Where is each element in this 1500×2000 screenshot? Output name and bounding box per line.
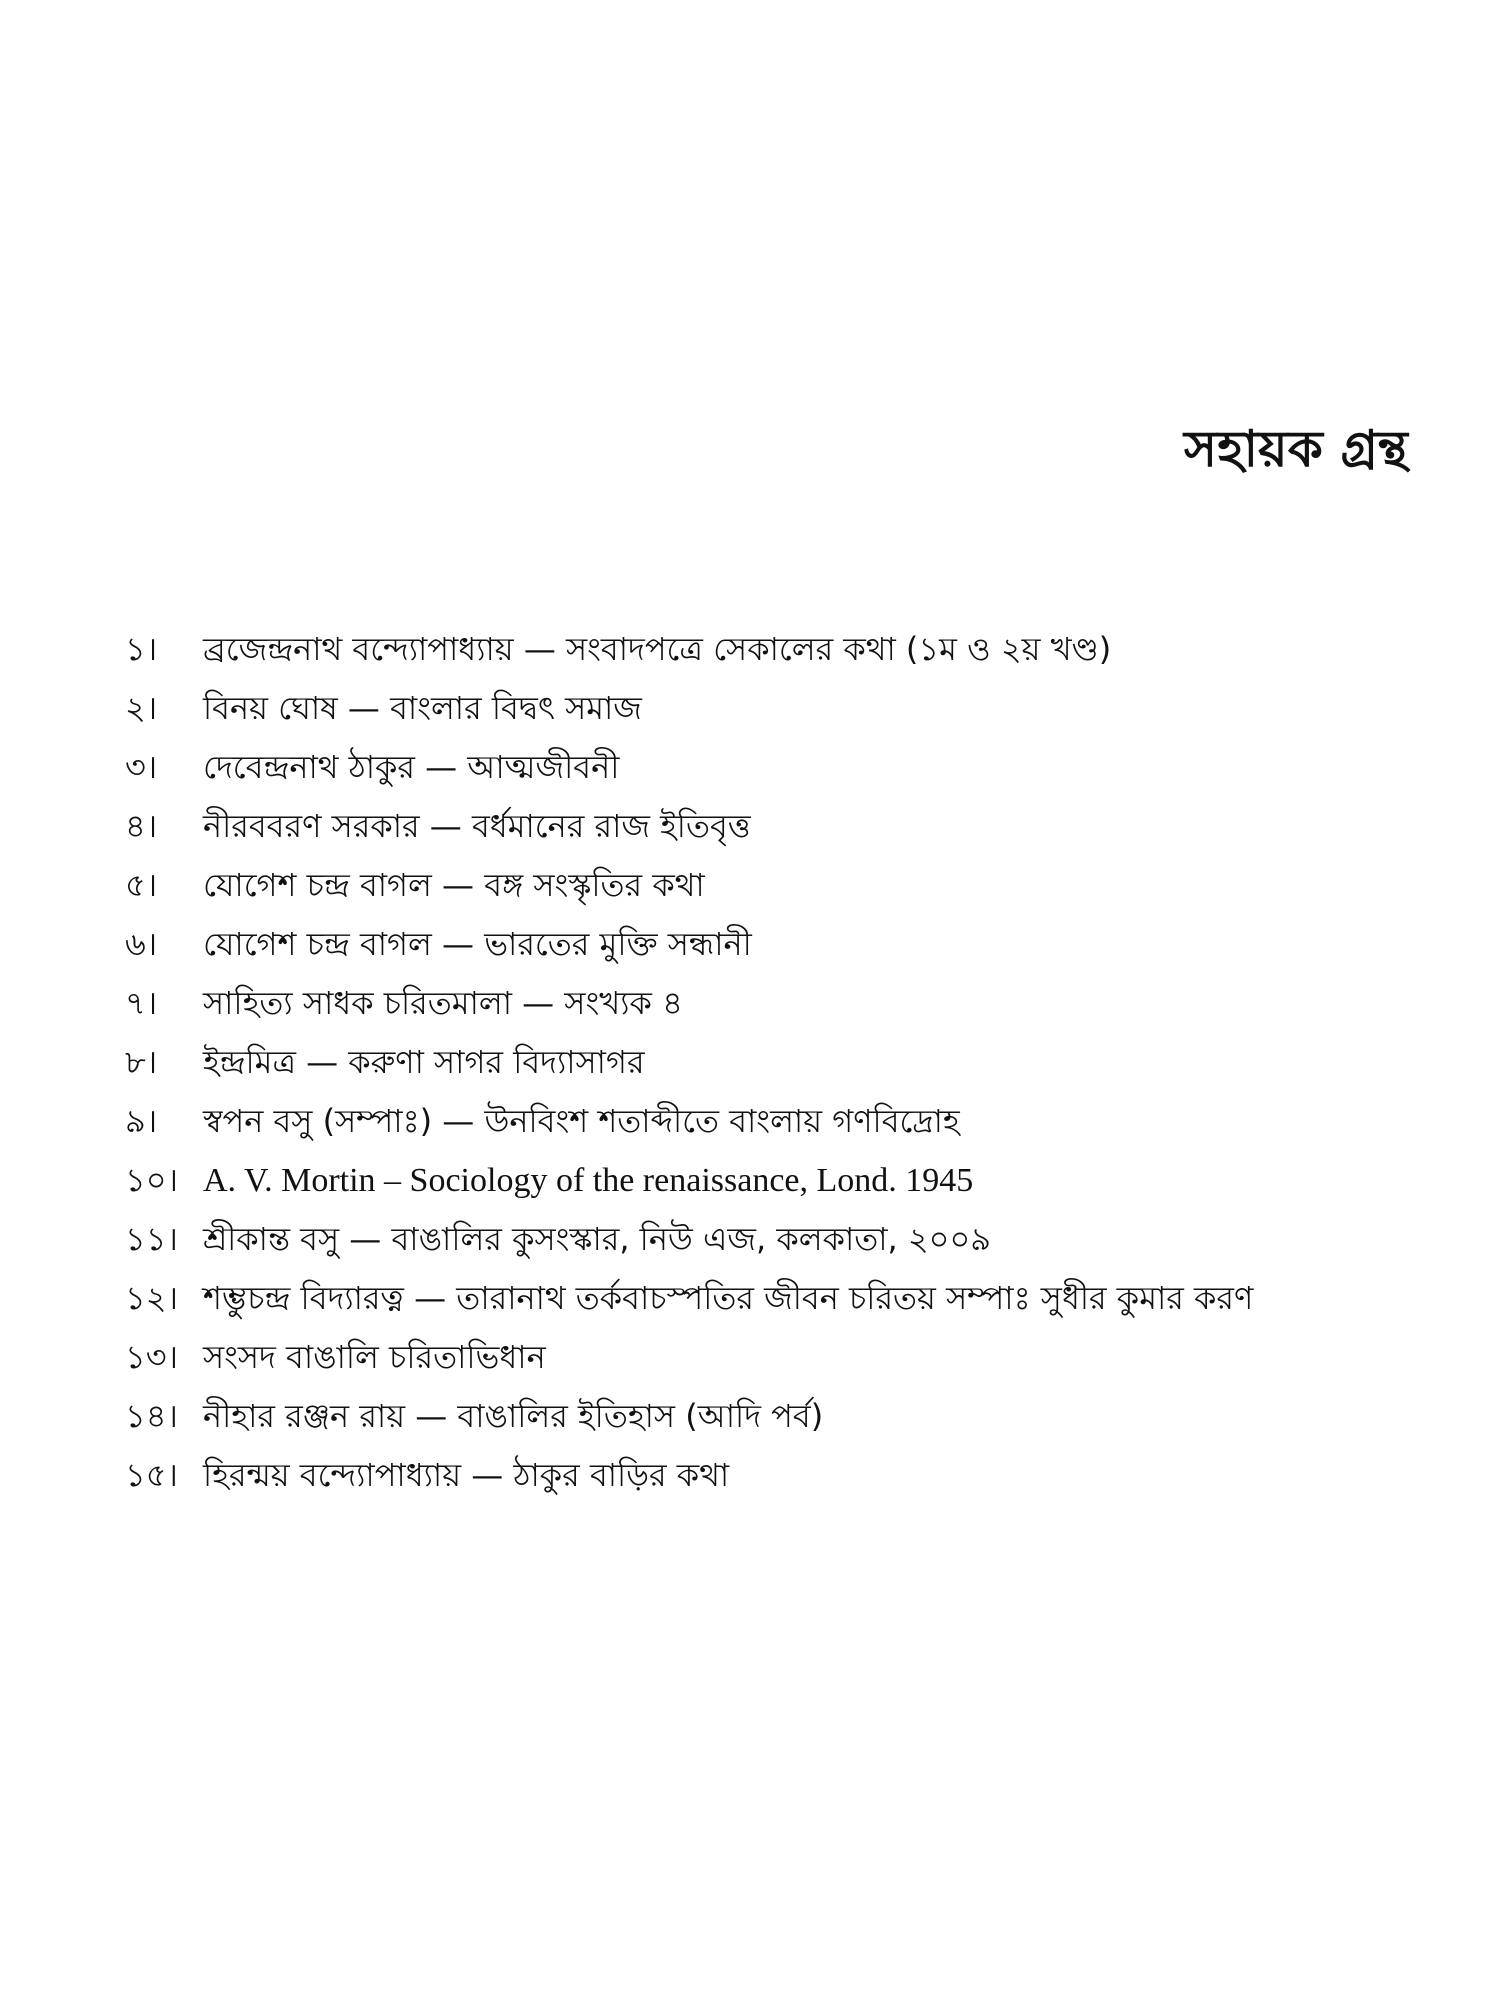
reference-item bbox=[125, 1269, 1375, 1328]
reference-text: ব্রজেন্দ্রনাথ বন্দ্যোপাধ্যায় — সংবাদপত্রে সেকালের কথা (১ম ও ২য় খণ্ড) bbox=[203, 630, 1112, 668]
reference-item bbox=[125, 1210, 1375, 1269]
reference-item bbox=[125, 1446, 1375, 1505]
reference-item bbox=[125, 679, 1375, 738]
reference-item bbox=[125, 797, 1375, 856]
page-title: সহায়ক গ্রন্থ bbox=[1183, 419, 1408, 478]
reference-text: নীহার রঞ্জন রায় — বাঙালির ইতিহাস (আদি পর্ব) bbox=[203, 1397, 824, 1435]
reference-number: ১২। bbox=[125, 1279, 179, 1317]
reference-text: ইন্দ্রমিত্র — করুণা সাগর বিদ্যাসাগর bbox=[203, 1043, 645, 1081]
reference-text: সাহিত্য সাধক চরিতমালা — সংখ্যক ৪ bbox=[203, 984, 683, 1022]
reference-number: ৫। bbox=[125, 866, 158, 904]
reference-number: ১। bbox=[125, 630, 158, 668]
reference-item bbox=[125, 620, 1375, 679]
reference-text: দেবেন্দ্রনাথ ঠাকুর — আত্মজীবনী bbox=[203, 748, 620, 786]
reference-number: ৪। bbox=[125, 807, 158, 845]
reference-text: শ্রীকান্ত বসু — বাঙালির কুসংস্কার, নিউ এজ, কলকাতা, ২০০৯ bbox=[203, 1220, 992, 1258]
reference-number: ৬। bbox=[125, 925, 158, 963]
reference-text: A. V. Mortin – Sociology of the renaissance, Lond. 1945 bbox=[203, 1162, 974, 1199]
reference-item bbox=[125, 974, 1375, 1033]
reference-number: ১৩। bbox=[125, 1338, 179, 1376]
reference-list bbox=[125, 620, 1375, 1505]
reference-item bbox=[125, 1387, 1375, 1446]
reference-text: হিরন্ময় বন্দ্যোপাধ্যায় — ঠাকুর বাড়ির কথা bbox=[203, 1456, 730, 1494]
reference-number: ৮। bbox=[125, 1043, 158, 1081]
reference-text: যোগেশ চন্দ্র বাগল — বঙ্গ সংস্কৃতির কথা bbox=[203, 866, 705, 904]
reference-number: ৯। bbox=[125, 1102, 158, 1140]
reference-item bbox=[125, 915, 1375, 974]
reference-item bbox=[125, 856, 1375, 915]
reference-text: সংসদ বাঙালি চরিতাভিধান bbox=[203, 1338, 546, 1376]
reference-number: ১০। bbox=[125, 1161, 179, 1199]
reference-number: ৩। bbox=[125, 748, 158, 786]
reference-number: ১১। bbox=[125, 1220, 178, 1258]
reference-item bbox=[125, 1033, 1375, 1092]
reference-text: বিনয় ঘোষ — বাংলার বিদ্বৎ সমাজ bbox=[203, 689, 642, 727]
reference-number: ১৪। bbox=[125, 1397, 178, 1435]
reference-text: শম্ভুচন্দ্র বিদ্যারত্ন — তারানাথ তর্কবাচস্পতির জীবন চরিতয় সম্পাঃ সুধীর কুমার করণ bbox=[203, 1279, 1254, 1317]
reference-number: ২। bbox=[125, 689, 158, 727]
reference-text: স্বপন বসু (সম্পাঃ) — উনবিংশ শতাব্দীতে বাংলায় গণবিদ্রোহ bbox=[203, 1102, 960, 1140]
reference-text: নীরববরণ সরকার — বর্ধমানের রাজ ইতিবৃত্ত bbox=[203, 807, 751, 845]
reference-item bbox=[125, 1151, 1375, 1210]
reference-item bbox=[125, 738, 1375, 797]
reference-number: ৭। bbox=[125, 984, 158, 1022]
reference-item bbox=[125, 1328, 1375, 1387]
reference-text: যোগেশ চন্দ্র বাগল — ভারতের মুক্তি সন্ধানী bbox=[203, 925, 752, 963]
reference-item bbox=[125, 1092, 1375, 1151]
reference-number: ১৫। bbox=[125, 1456, 178, 1494]
